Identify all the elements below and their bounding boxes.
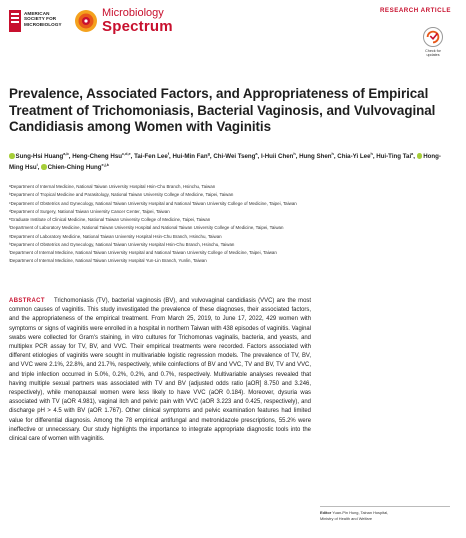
author-affiliation-sup: h bbox=[370, 152, 373, 156]
abstract-gap bbox=[47, 298, 52, 304]
affiliation-item: ᵃDepartment of Internal Medicine, National Taiwan University Hospital Hsin-Chu Branch, Hsinchu, Taiwan bbox=[9, 184, 216, 189]
author-separator: , bbox=[295, 153, 300, 161]
author-separator: , bbox=[372, 153, 377, 161]
check-for-updates-button[interactable] bbox=[422, 27, 444, 61]
asm-logo-icon bbox=[9, 10, 21, 32]
author-name: Chi-Wei Tseng bbox=[213, 153, 256, 161]
abstract-label: ABSTRACT bbox=[9, 298, 45, 304]
abstract-text: Trichomoniasis (TV), bacterial vaginosis (BV), and vulvovaginal candidiasis (VVC) are the most common causes of vaginitis. This study investigated the prevalence of these diagnoses, their associated factors, and the appropriateness of the empirical treatment. From March 25, 2019, to June 17, 2022, 429 women with symptoms or signs of vaginitis were enrolled in a hospital in northern Taiwan with 438 episodes of vaginitis. Vaginal swabs were collected for Gram's staining, in vitro cultures for Trichomonas vaginalis, bacteria, and yeasts, and multiplex PCR assay for TV, BV, and VVC. Their empirical treatments were recorded. Factors associated with different etiologies of vaginitis were sought in multivariable logistic regression models. The prevalence of TV, BV, and VVC were 2.1%, 22.8%, and 21.7%, respectively, while coinfections of BV and VVC, TV and BV, TV and VVC, and triple infection occurred in 5.0%, 0.2%, 0.2%, and 0.7%, respectively. Multivariable analyses revealed that having multiple sexual partners was associated with TV and BV (adjusted odds ratio [aOR] 8.750 and 3.246, respectively), while menopausal women were less likely to have VVC (aOR 0.184). Moreover, dysuria was associated with TV (aOR 4.981), vaginal itch and pelvic pain with VVC (aOR 3.223 and 0.425, respectively), and discharge pH > 4.5 with BV (aOR 1.767). Other clinical symptoms and pelvic examination features had limited value for differential diagnosis. Among the 78 empirical antifungal and metronidazole prescriptions, 55.2% were ineffective or unnecessary. Our study highlights the importance to integrate appropriate diagnostic tools into the clinical care of women with vaginitis. bbox=[9, 298, 311, 443]
author-affiliation-sup: a bbox=[255, 152, 258, 156]
author-name: Sung-Hsi Huang bbox=[15, 153, 64, 161]
affiliation-item: ʲDepartment of Internal Medicine, National Taiwan University Hospital Yun-Lin Branch, Yunlin, Taiwan bbox=[9, 258, 207, 264]
asm-wordmark bbox=[24, 11, 62, 27]
orcid-icon[interactable] bbox=[9, 153, 15, 159]
affiliation-item: ⁱDepartment of Internal Medicine, National Taiwan University Hospital and National Taiwan University College of Medicine, Taipei, Taiwan bbox=[9, 250, 277, 255]
editor-divider bbox=[320, 506, 450, 507]
affiliation-item: ʰDepartment of Obstetrics and Gynecology, National Taiwan University Hospital Hsin-Chu Branch, Hsinchu, Taiwan bbox=[9, 241, 235, 247]
journal-name-line1: Microbiology bbox=[102, 7, 164, 19]
author[interactable] bbox=[72, 153, 134, 160]
author-name: Chia-Yi Lee bbox=[337, 153, 371, 161]
author[interactable] bbox=[9, 153, 72, 160]
author[interactable] bbox=[261, 153, 299, 160]
author-affiliation-sup: i bbox=[36, 163, 38, 168]
author[interactable] bbox=[299, 153, 337, 160]
check-updates-line: updates bbox=[426, 53, 440, 58]
author-affiliation-sup: a,b bbox=[63, 152, 69, 156]
author[interactable] bbox=[134, 153, 172, 160]
spectrum-logo-icon bbox=[74, 9, 98, 33]
orcid-icon[interactable] bbox=[41, 164, 47, 170]
author-separator: , bbox=[333, 153, 338, 161]
author-separator: , bbox=[209, 153, 214, 161]
affiliation-list bbox=[9, 183, 454, 266]
editor-label: Editor bbox=[320, 510, 332, 515]
editor-line: Ministry of Health and Welfare bbox=[320, 515, 373, 521]
author-affiliation-sup: c,d,e bbox=[122, 152, 131, 156]
author-separator: , bbox=[130, 153, 135, 161]
affiliation-item: ᶜDepartment of Obstetrics and Gynecology, National Taiwan University Hospital and National Taiwan University College of Medicine, Taipei, Taiwan bbox=[9, 200, 297, 206]
author-separator: , bbox=[169, 153, 173, 161]
asm-line: MICROBIOLOGY bbox=[24, 21, 62, 27]
asm-line: AMERICAN bbox=[24, 11, 50, 16]
author-affiliation-sup: f bbox=[167, 152, 170, 156]
affiliation-item: ᵍDepartment of Laboratory Medicine, National Taiwan University Hospital Hsin-Chu Branch, Hsinchu, Taiwan bbox=[9, 233, 222, 239]
check-updates-icon bbox=[423, 27, 443, 47]
author-affiliation-sup: h bbox=[331, 152, 334, 156]
author-name: Heng-Cheng Hsu bbox=[72, 153, 122, 161]
author-list bbox=[9, 150, 454, 173]
author-affiliation-sup: g bbox=[207, 152, 210, 156]
author-name: Chien-Ching Hung bbox=[47, 164, 102, 172]
author-name: Hui-Min Fan bbox=[172, 153, 208, 161]
author-affiliation-sup: a bbox=[411, 152, 414, 156]
author-separator: , bbox=[37, 164, 42, 172]
check-updates-label bbox=[418, 49, 448, 57]
affiliation-item: ᵉGraduate Institute of Clinical Medicine, National Taiwan University College of Medicine, Taipei, Taiwan bbox=[9, 217, 211, 222]
author[interactable] bbox=[172, 153, 213, 160]
author-name: I-Huii Chen bbox=[260, 153, 294, 161]
orcid-icon[interactable] bbox=[417, 153, 423, 159]
editor-line: Yuan-Pin Hung, Tainan Hospital, bbox=[332, 510, 389, 515]
author-name: Hui-Ting Tai bbox=[376, 153, 412, 161]
author[interactable] bbox=[376, 153, 416, 160]
check-updates-line: Check for bbox=[425, 49, 441, 53]
author-name: Tai-Fen Lee bbox=[134, 153, 168, 161]
editor-info bbox=[320, 510, 450, 521]
author-affiliation-sup: h bbox=[293, 152, 296, 156]
author-separator: , bbox=[68, 153, 73, 161]
author-separator: , bbox=[257, 153, 261, 161]
article-type: RESEARCH ARTICLE bbox=[379, 7, 451, 14]
author-name: Hong-Ming Hsu bbox=[9, 153, 441, 172]
article-title: Prevalence, Associated Factors, and Appropriateness of Empirical Treatment of Trichomoniasis, Bacterial Vaginosis, and Vulvovaginal Candidiasis among Women with Vaginitis bbox=[9, 86, 436, 135]
affiliation-item: ᵇDepartment of Tropical Medicine and Parasitology, National Taiwan University College of Medicine, Taipei, Taiwan bbox=[9, 192, 234, 198]
asm-line: SOCIETY FOR bbox=[24, 16, 57, 22]
author[interactable] bbox=[41, 164, 109, 171]
author[interactable] bbox=[213, 153, 261, 160]
abstract bbox=[9, 297, 311, 444]
author[interactable] bbox=[337, 153, 376, 160]
journal-name-line2: Spectrum bbox=[102, 18, 173, 35]
affiliation-item: ᵈDepartment of Surgery, National Taiwan University Cancer Center, Taipei, Taiwan bbox=[9, 208, 170, 214]
affiliation-item: ᶠDepartment of Laboratory Medicine, National Taiwan University Hospital and National Taiwan University College of Medicine, Taipei, Taiwan bbox=[9, 225, 284, 231]
author-affiliation-sup: e,j,k bbox=[101, 163, 109, 168]
author-separator: , bbox=[413, 153, 417, 161]
author-name: Hung Shen bbox=[299, 153, 332, 161]
